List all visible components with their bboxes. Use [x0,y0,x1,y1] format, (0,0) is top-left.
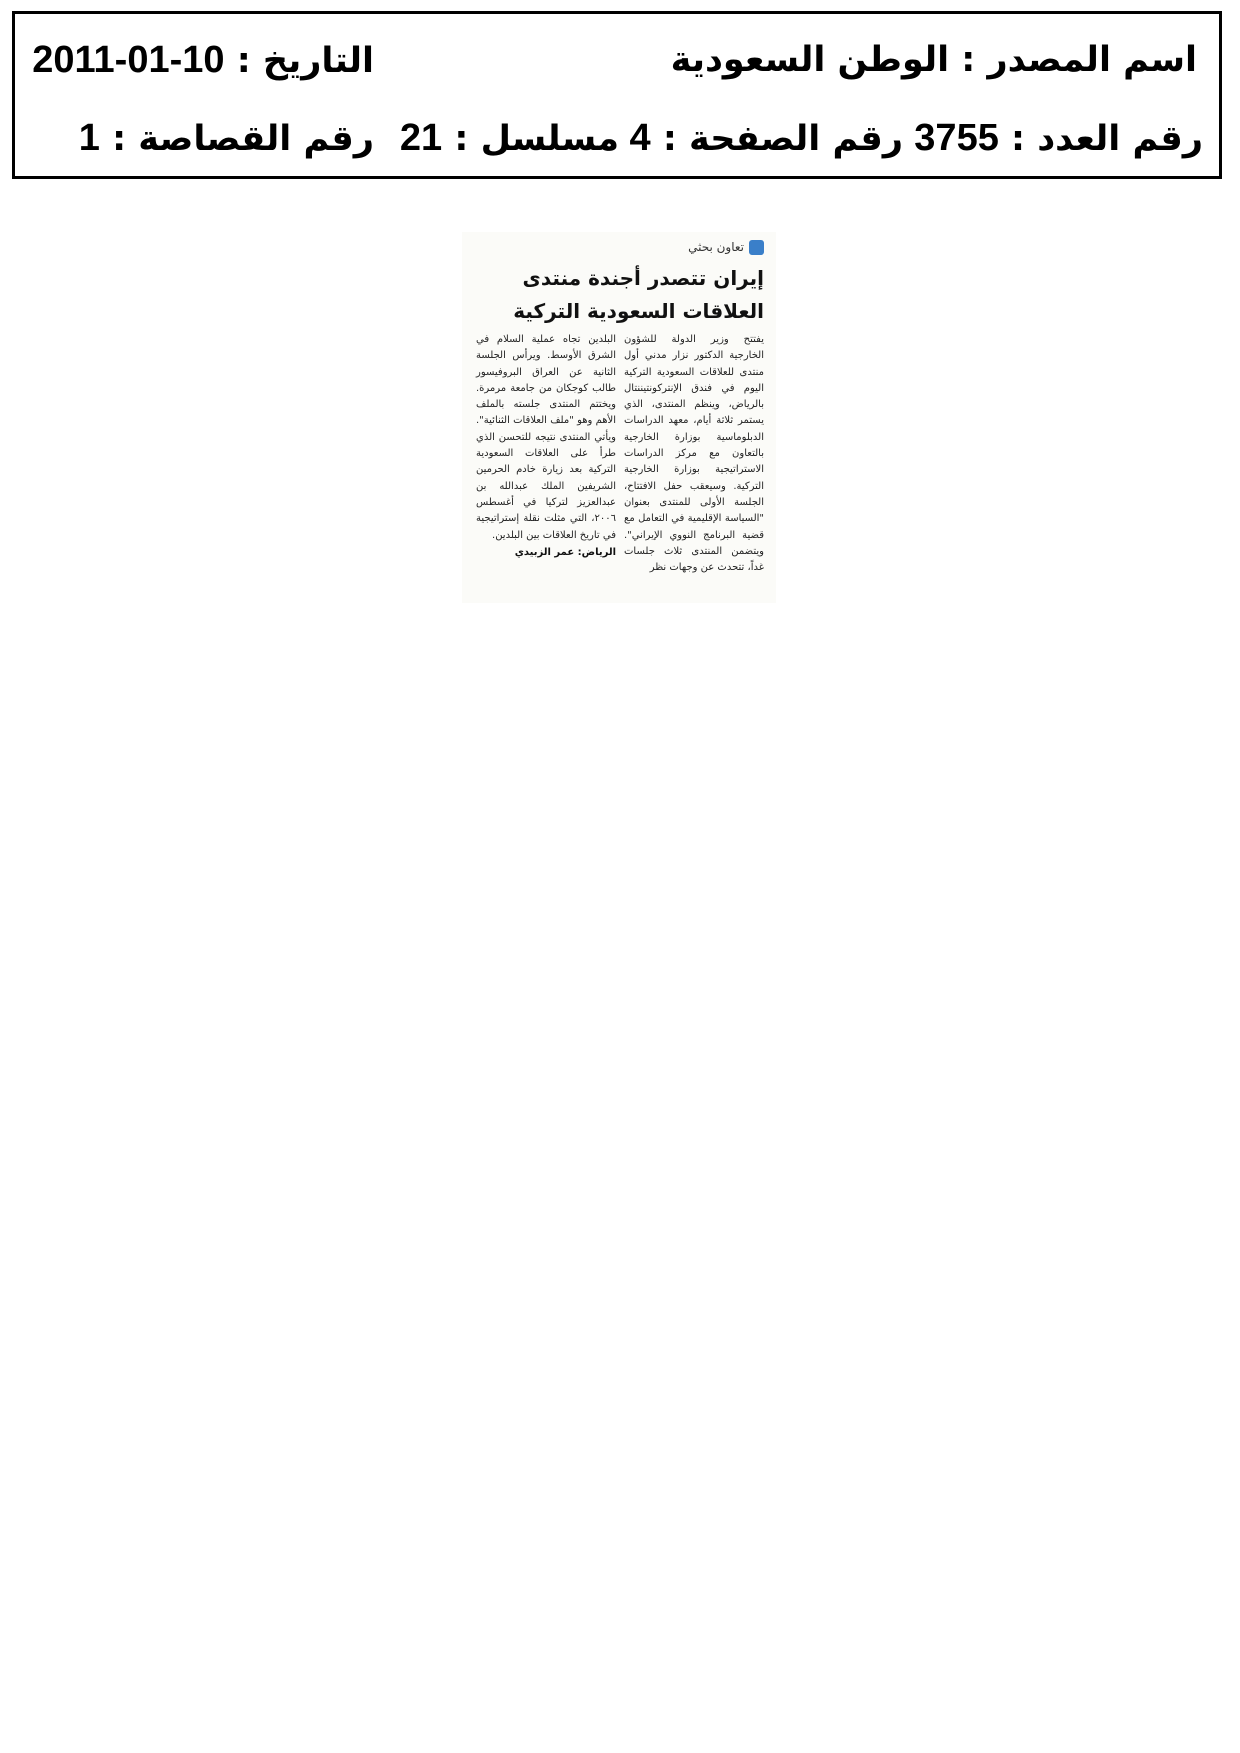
serial-value: 21 [399,117,443,159]
headline-line-2: العلاقات السعودية التركية [513,299,764,323]
separator: : [662,119,677,159]
separator: : [961,40,976,80]
kicker-text: تعاون بحثي [688,240,744,254]
date-value: 2011-01-10 [32,39,225,81]
article-kicker [688,236,764,258]
separator: : [236,41,251,81]
article-body-text: البلدين تجاه عملية السلام في الشرق الأوسط. ويرأس الجلسة الثانية عن العراق البروفيسور طالب كوجكان من جامعة مرمرة. ويختتم المنتدى جلسته بالملف الأهم وهو "ملف العلاقات الثنائية". ويأتي المنتدى نتيجه للتحسن الذي طرأ على العلاقات السعودية التركية بعد زيارة خادم الحرمين الشريفين الملك عبدالله بن عبدالعزيز لتركيا في أغسطس ٢٠٠٦، التي مثلت نقلة إستراتيجية في تاريخ العلاقات بين البلدين. [476,334,616,541]
clip-number-field [79,114,374,163]
article-column-left [476,332,616,561]
issue-field [914,114,1203,163]
issue-label: رقم العدد [1037,119,1203,159]
headline-line-1: إيران تتصدر أجندة منتدى [522,266,764,290]
separator: : [454,119,469,159]
newspaper-clipping [462,232,776,603]
separator: : [112,119,127,159]
page-label: رقم الصفحة [689,119,903,159]
date-label: التاريخ [262,41,374,81]
section-marker-icon [749,240,764,255]
clip-number-label: رقم القصاصة [138,119,374,159]
page-field [630,114,903,163]
article-column-right [624,332,764,576]
date-field [32,36,374,85]
metadata-row-1 [15,36,1219,96]
clip-number-value: 1 [78,117,100,159]
article-headline [474,262,764,328]
separator: : [1011,119,1026,159]
clipping-metadata-box [12,11,1222,179]
article-body-text: يفتتح وزير الدولة للشؤون الخارجية الدكتور نزار مدني أول منتدى للعلاقات السعودية التركية اليوم في فندق الإنتركونتيننتال بالرياض، وينظم المنتدى، الذي يستمر ثلاثة أيام، معهد الدراسات الدبلوماسية بوزارة الخارجية بالتعاون مع مركز الدراسات الاستراتيجية بوزارة الخارجية التركية. وسيعقب حفل الافتتاح، الجلسة الأولى للمنتدى بعنوان "السياسة الإقليمية في التعامل مع قضية البرنامج النووي الإيراني". ويتضمن المنتدى ثلاث جلسات غداً، تتحدث عن وجهات نظر [624,334,764,574]
source-field [671,36,1197,84]
source-value: الوطن السعودية [670,40,950,80]
issue-value: 3755 [914,117,999,159]
metadata-row-2 [15,114,1219,174]
serial-field [400,114,619,163]
page-value: 4 [629,117,651,159]
source-label: اسم المصدر [987,40,1197,80]
serial-label: مسلسل [480,119,619,159]
article-byline: الرياض: عمر الزبيدي [514,546,616,558]
